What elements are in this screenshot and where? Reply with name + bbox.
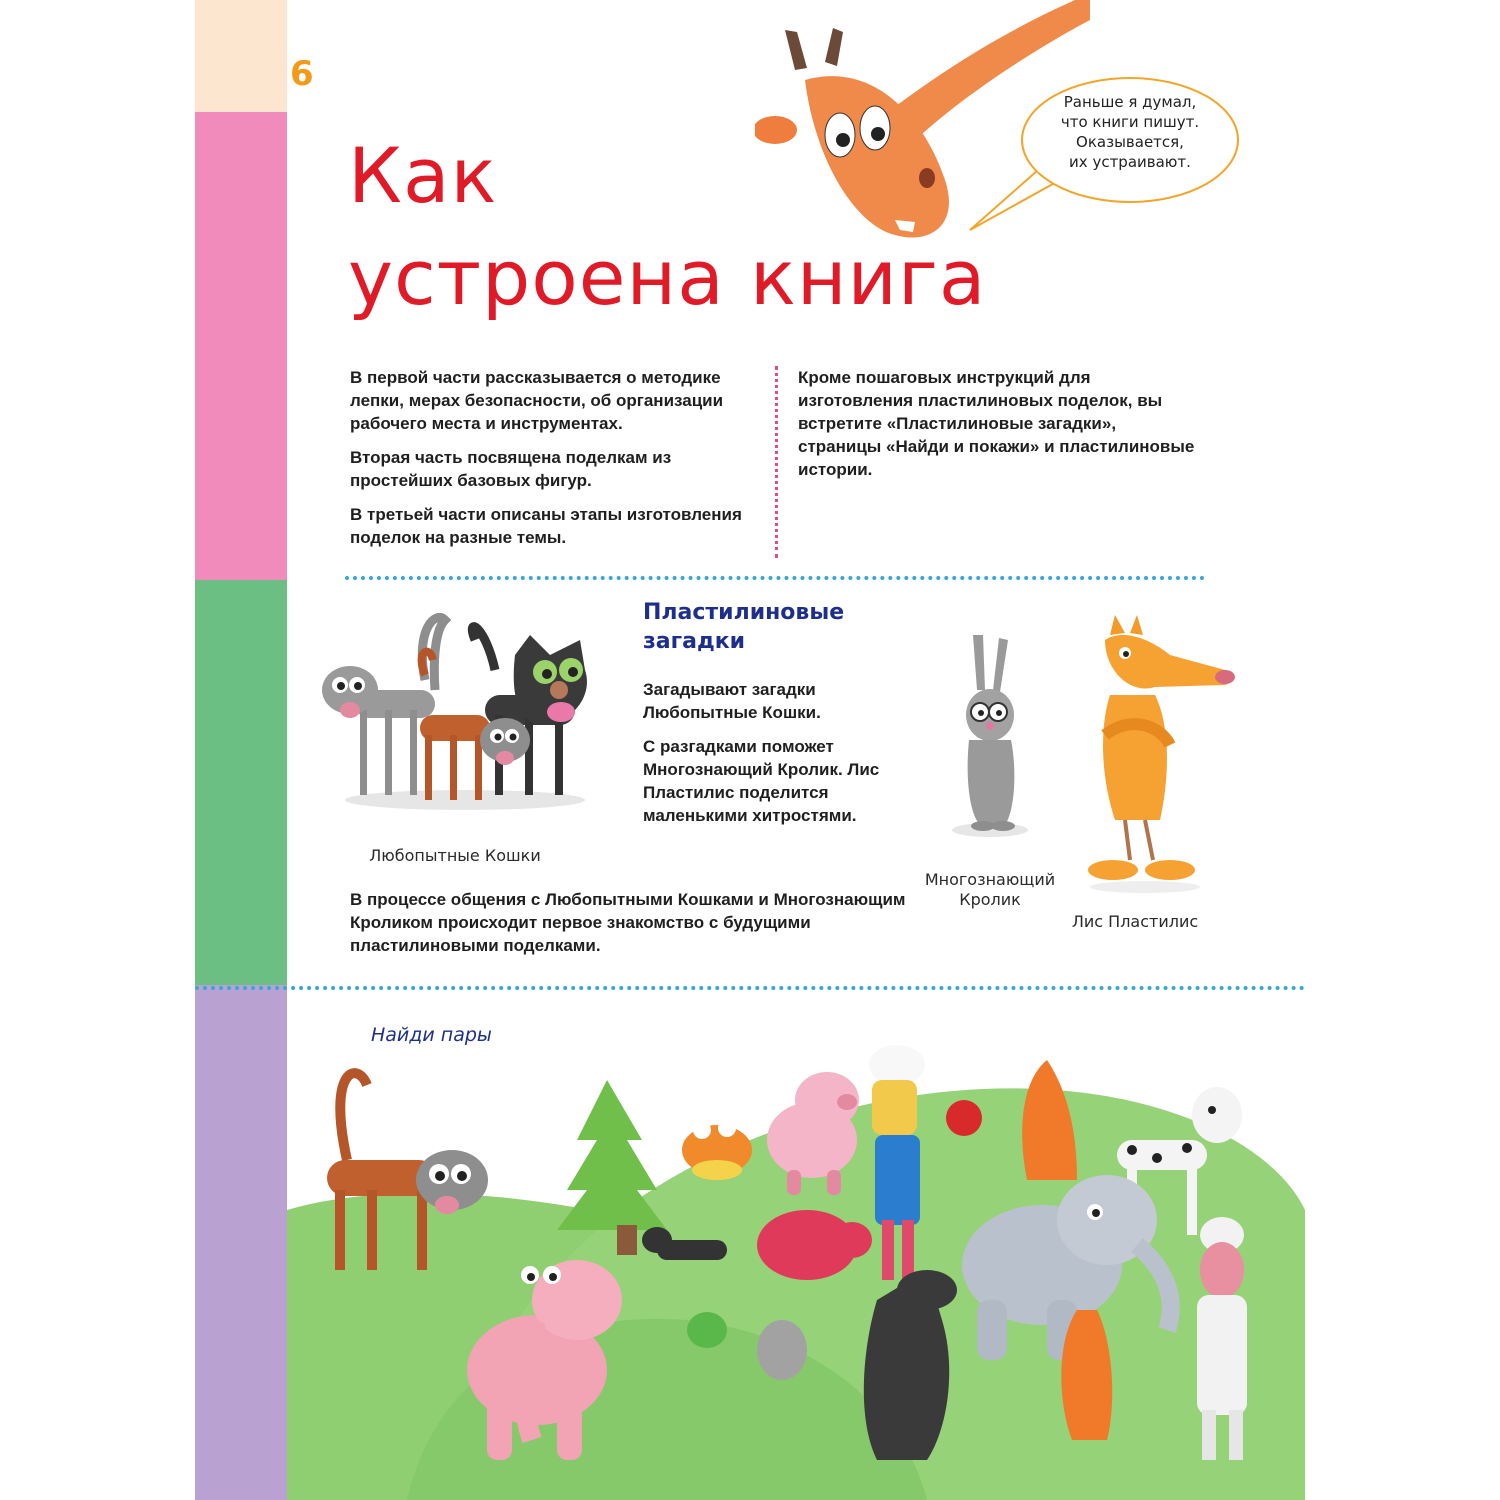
side-strip-lilac (195, 985, 287, 1500)
riddles-paragraph-2: С разгадками поможет Многознающий Кролик. Лис Пластилис поделится маленькими хитростями. (643, 737, 880, 825)
caption-fox: Лис Пластилис (1071, 912, 1199, 931)
intro-left-column (350, 366, 755, 560)
intro-paragraph-3: В третьей части описаны этапы изготовления поделок на разные темы. (350, 505, 742, 547)
rabbit-illustration (945, 630, 1035, 840)
section-divider-1 (345, 576, 1205, 580)
page-title-line1: Как (348, 131, 498, 220)
section-divider-2 (195, 986, 1305, 990)
riddles-paragraph-1: Загадывают загадки Любопытные Кошки. (643, 680, 821, 722)
side-strip-peach (195, 0, 287, 112)
caption-rabbit-line1: Многознающий (924, 870, 1056, 889)
riddles-heading (643, 598, 923, 656)
speech-bubble-text (1050, 92, 1210, 172)
page-title-line2: устроена книга (348, 233, 987, 322)
intro-right-column (798, 366, 1203, 492)
speech-line-4: их устраивают. (1069, 153, 1191, 171)
find-pairs-heading: Найди пары (371, 1024, 492, 1046)
plasticine-animals-scene (287, 1040, 1305, 1500)
speech-line-1: Раньше я думал, (1063, 93, 1197, 111)
column-divider (775, 366, 778, 558)
riddles-bottom-text (350, 888, 910, 968)
page-number: 6 (290, 54, 314, 94)
intro-paragraph-2: Вторая часть посвящена поделкам из простейших базовых фигур. (350, 448, 672, 490)
intro-paragraph-1: В первой части рассказывается о методике лепки, мерах безопасности, об организации рабочего места и инструментах. (350, 368, 724, 433)
fox-illustration (1075, 615, 1245, 895)
intro-paragraph-right: Кроме пошаговых инструкций для изготовления пластилиновых поделок, вы встретите «Пластилиновые загадки», страницы «Найди и покажи» и пластилиновые истории. (798, 368, 1195, 479)
speech-line-2: что книги пишут. (1060, 113, 1200, 131)
caption-rabbit-line2: Кролик (959, 890, 1021, 909)
caption-cats: Любопытные Кошки (369, 846, 541, 865)
side-strip-pink (195, 112, 287, 580)
riddles-heading-line1: Пластилиновые (643, 600, 845, 625)
cats-illustration (315, 600, 615, 830)
side-strip-green (195, 580, 287, 985)
riddles-text (643, 678, 911, 838)
caption-rabbit (915, 870, 1065, 910)
riddles-heading-line2: загадки (643, 629, 746, 654)
speech-line-3: Оказывается, (1076, 133, 1184, 151)
riddles-bottom-paragraph: В процессе общения с Любопытными Кошками и Многознающим Кроликом происходит первое знакомство с будущими пластилиновыми поделками. (350, 890, 906, 955)
